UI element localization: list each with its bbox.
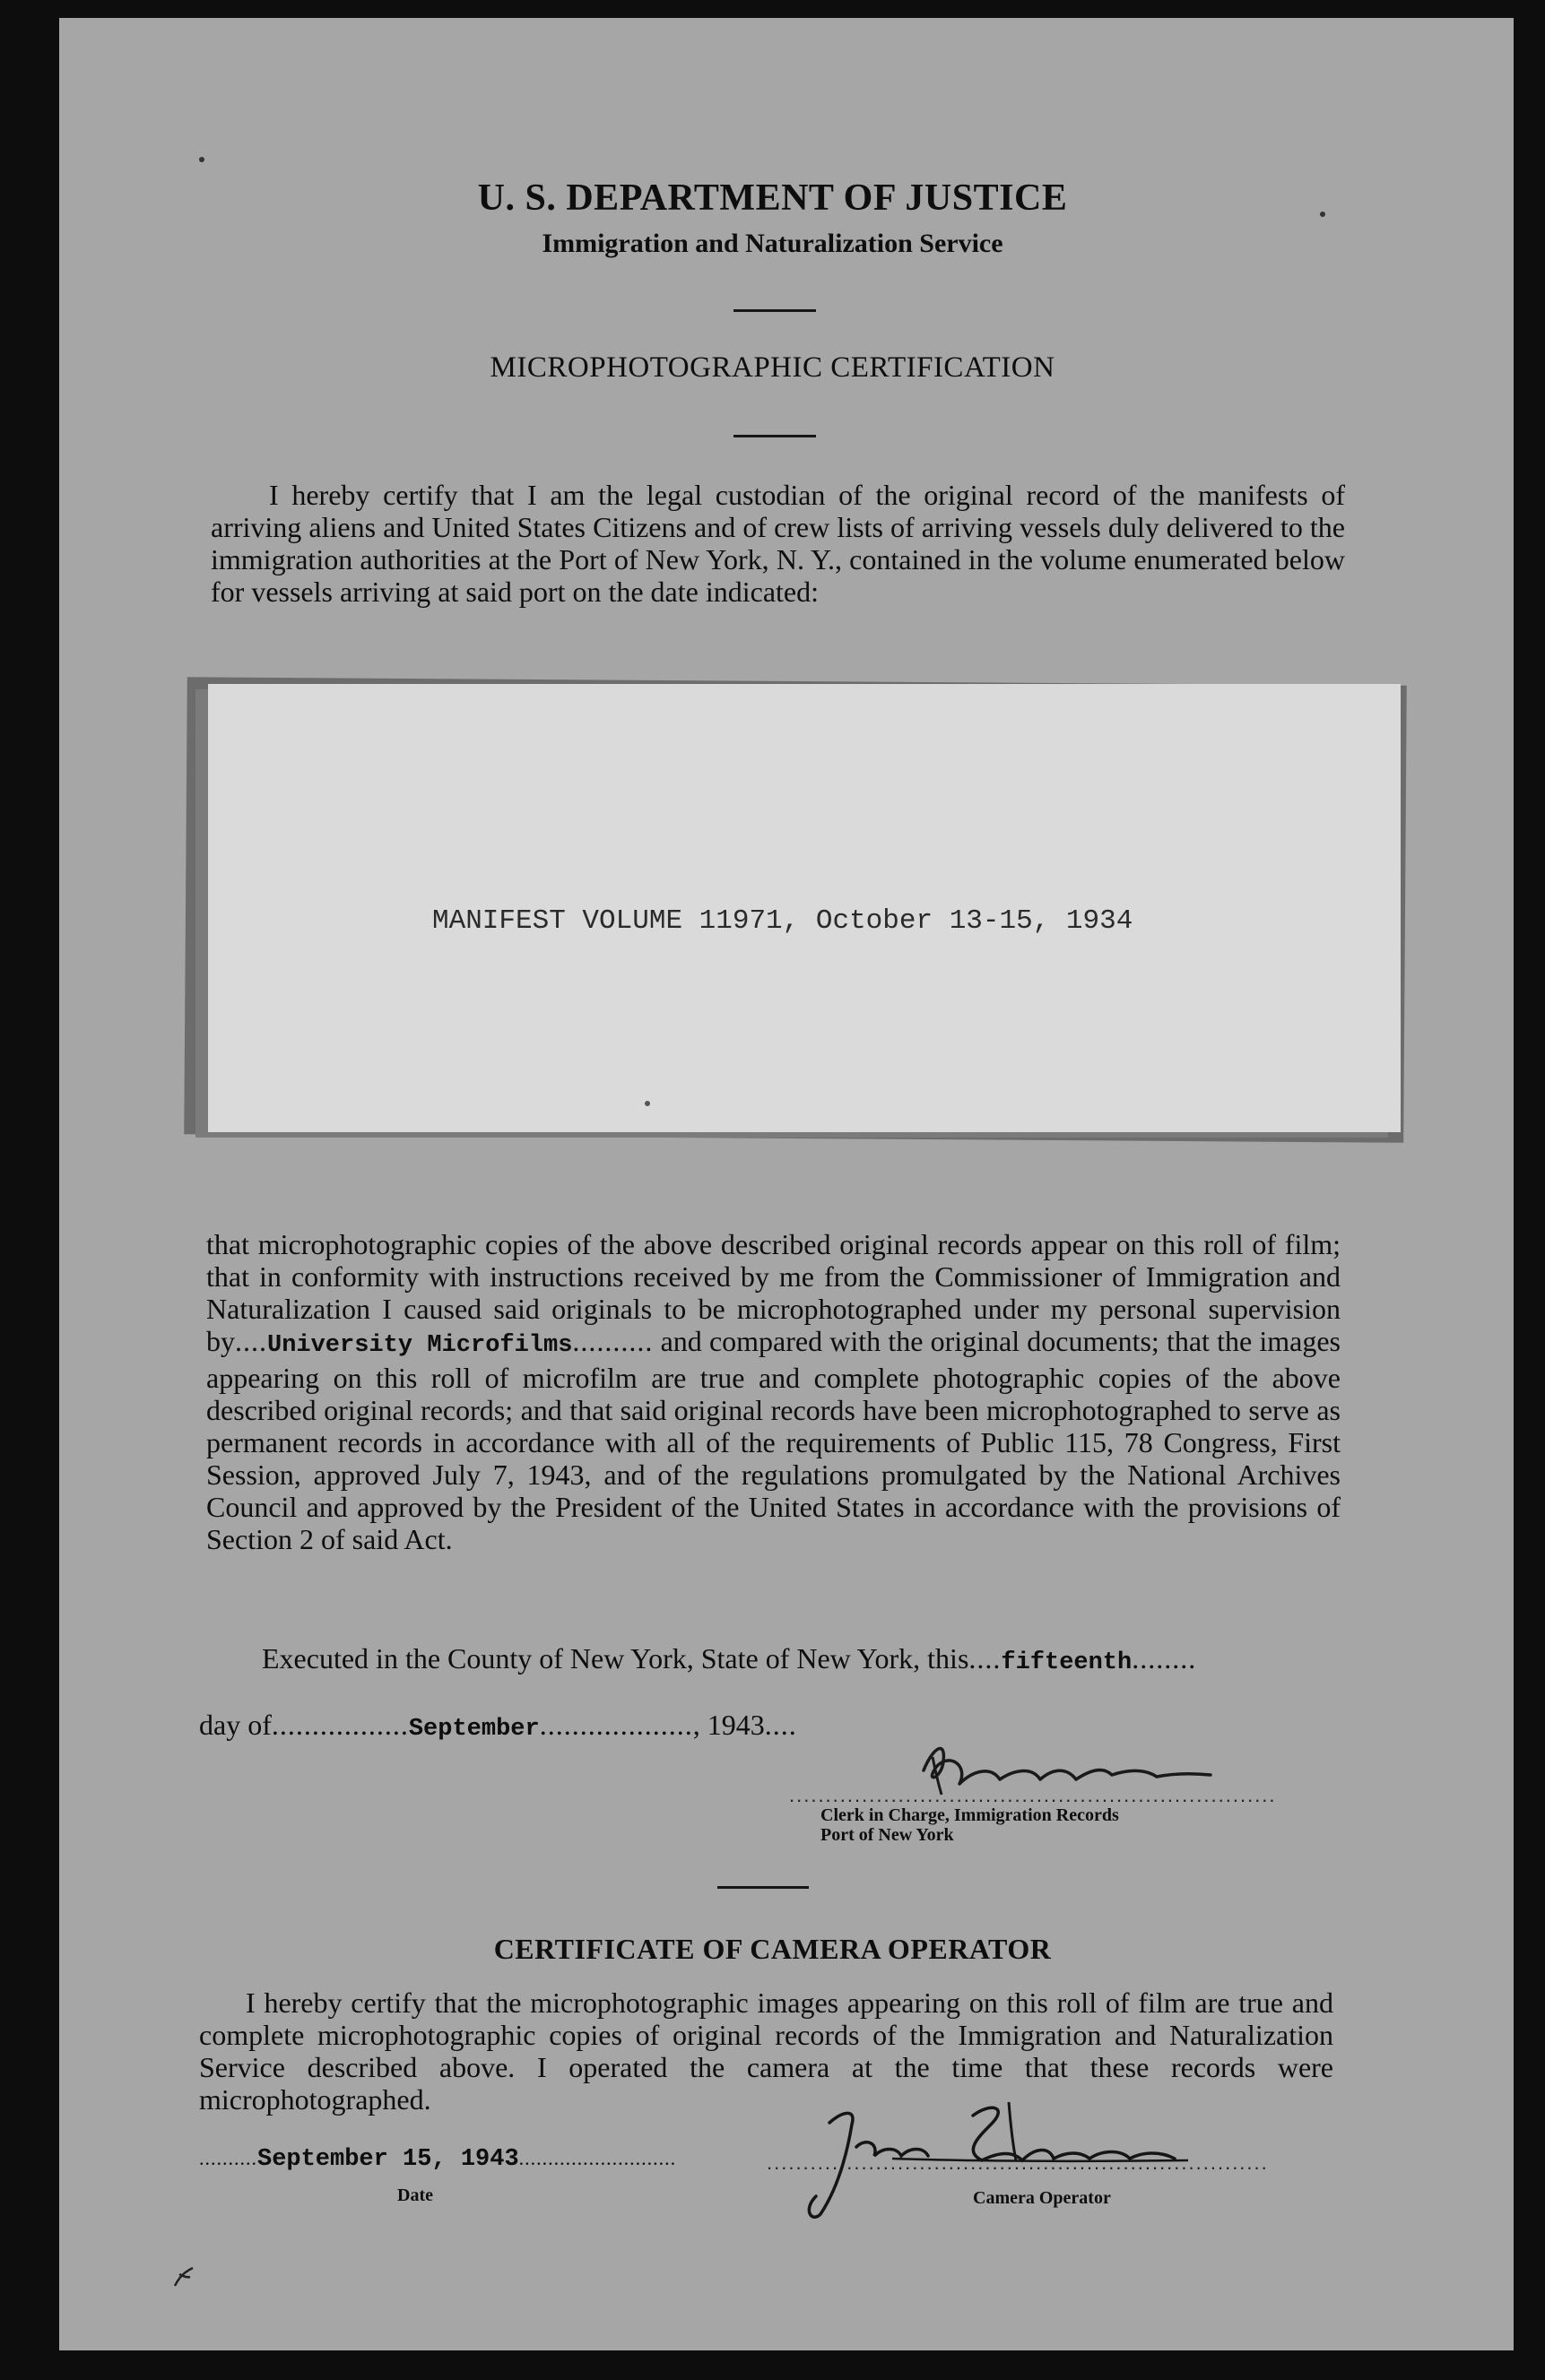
clerk-title-line1: Clerk in Charge, Immigration Records [820, 1805, 1119, 1825]
camera-certificate-title: CERTIFICATE OF CAMERA OPERATOR [493, 1933, 1052, 1965]
volume-card [208, 684, 1401, 1132]
clerk-signature-line: ................................................................... [789, 1784, 1277, 1806]
execution-date-line: day of.................September..................., 1943.... [199, 1709, 797, 1743]
date-value: September 15, 1943 [257, 2146, 519, 2173]
date-label: Date [397, 2185, 433, 2205]
speck-mark [1320, 212, 1325, 217]
camera-certificate-text: I hereby certify that the microphotographic images appearing on this roll of film are true and complete microphotographic copies of original records of the Immigration and Naturalization Service described above. I operated the camera at the time that these records were microphotographed. [199, 1986, 1333, 2116]
speck-mark [199, 157, 204, 162]
clerk-signature [789, 1730, 1345, 1811]
service-subtitle: Immigration and Naturalization Service [542, 229, 1003, 258]
operator-signature-line: ..................................................................... [767, 2151, 1269, 2174]
certification-title: MICROPHOTOGRAPHIC CERTIFICATION [490, 351, 1055, 384]
execution-year: , 1943 [692, 1709, 765, 1741]
divider-2 [733, 435, 816, 437]
filmed-by-value: University Microfilms [267, 1332, 573, 1359]
clerk-title [820, 1805, 1119, 1845]
operator-label: Camera Operator [973, 2188, 1111, 2208]
execution-prefix: Executed in the County of New York, State of New York, this [262, 1642, 969, 1675]
volume-card-text: MANIFEST VOLUME 11971, October 13-15, 1934 [432, 905, 1133, 937]
certification-paragraph: that microphotographic copies of the above described original records appear on this roll of film; that in conformity with instructions received by me from the Commissioner of Immigration and Naturalization I caused said originals to be microphotographed under my personal supervision by....University Microfilms.......... and compared with the original documents; that the images appearing on this roll of microfilm are true and complete photographic copies of the above described original records; and that said original records have been microphotographed to serve as permanent records in accordance with all of the requirements of Public 115, 78 Congress, First Session, approved July 7, 1943, and of the regulations promulgated by the National Archives Council and approved by the President of the United States in accordance with the provisions of Section 2 of said Act. [206, 1228, 1341, 1555]
divider-3 [717, 1886, 809, 1889]
execution-month: September [408, 1716, 540, 1743]
day-of-label: day of [199, 1709, 272, 1741]
pencil-mark-icon [170, 2263, 197, 2290]
agency-title: U. S. DEPARTMENT OF JUSTICE [477, 177, 1068, 219]
date-line: ..........September 15, 1943........................... [199, 2146, 677, 2173]
execution-line: Executed in the County of New York, State of New York, this....fifteenth........ [262, 1642, 1197, 1676]
custodian-paragraph: I hereby certify that I am the legal custodian of the original record of the manifests of arriving aliens and United States Citizens and of crew lists of arriving vessels duly delivered to the immigration authorities at the Port of New York, N. Y., contained in the volume enumerated below for vessels arriving at said port on the date indicated: [211, 479, 1345, 608]
card-mark [645, 1101, 650, 1106]
paragraph-before-name: that microphotographic copies of the above described original records appear on this roll of film; that in conformity with instructions received by me from the Commissioner of Immigration and Naturalization I caused said originals to be microphotographed under my personal supervision by [206, 1228, 1341, 1357]
paragraph-after-name: and compared with the original documents; that the images appearing on this roll of microfilm are true and complete photographic copies of the above described original records; and that said original records have been microphotographed to serve as permanent records in accordance with all of the requirements of Public 115, 78 Congress, First Session, approved July 7, 1943, and of the regulations promulgated by the National Archives Council and approved by the President of the United States in accordance with the provisions of Section 2 of said Act. [206, 1325, 1341, 1555]
execution-day: fifteenth [1001, 1649, 1133, 1676]
divider-1 [733, 309, 816, 312]
clerk-title-line2: Port of New York [820, 1825, 954, 1845]
